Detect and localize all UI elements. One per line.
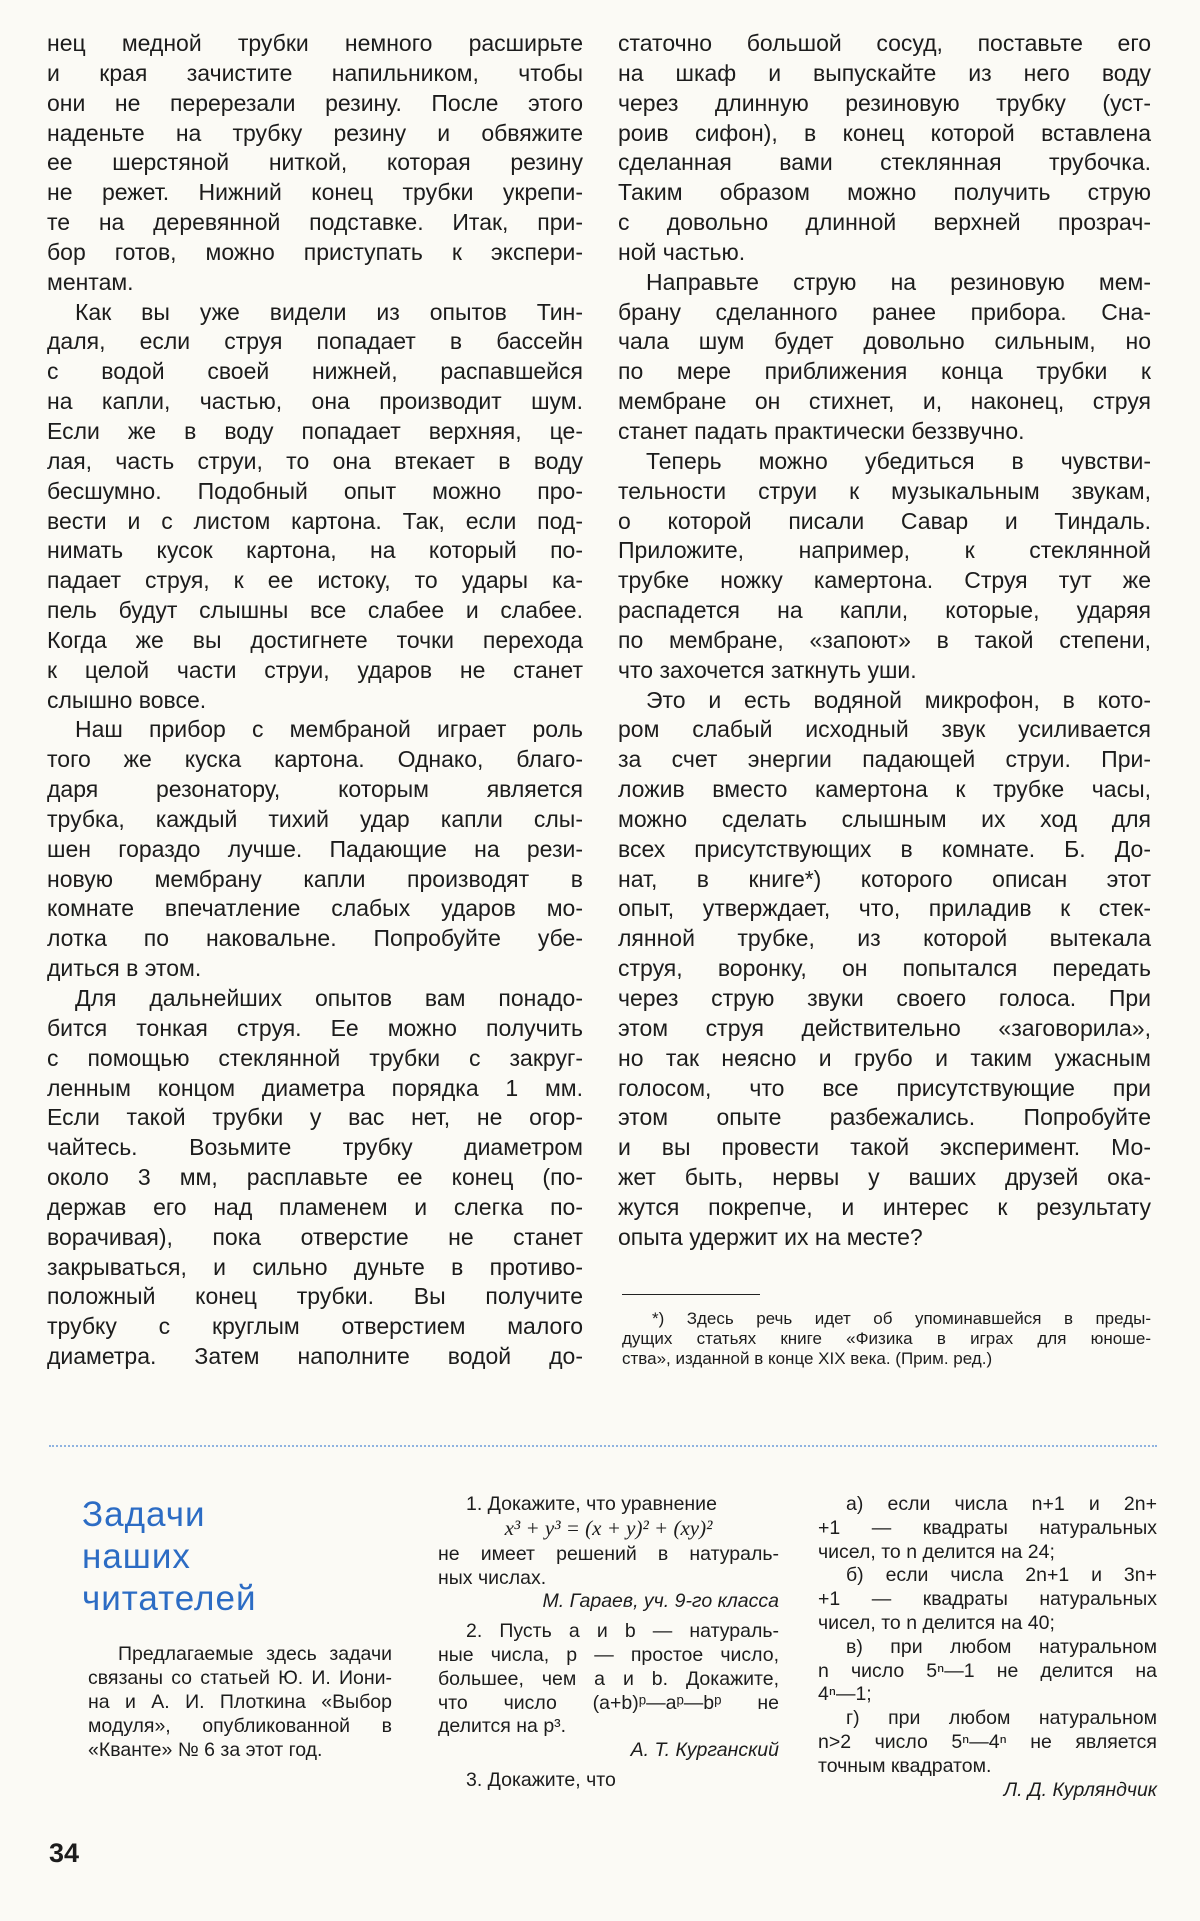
text-line: этом опыте разбежались. Попробуйте [618,1104,1151,1131]
text-line: ром слабый исходный звук усиливается [618,716,1151,743]
text-line: голосом, что все присутствующие при [618,1074,1151,1101]
text-line: за счет энергии падающей струи. При- [618,746,1151,773]
problem-line: 2. Пусть a и b — натураль- [466,1620,779,1643]
text-line: брану сделанного ранее прибора. Сна- [618,298,1151,325]
problem-line: чисел, то n делится на 40; [818,1611,1055,1634]
text-line: Таким образом можно получить струю [618,179,1151,206]
section-title [82,1494,257,1620]
problem-line: б) если числа 2n+1 и 3n+ [846,1564,1157,1587]
footnote [622,1309,1151,1369]
intro-line: «Кванте» № 6 за этот год. [88,1739,323,1761]
text-line: статочно большой сосуд, поставьте его [618,30,1151,56]
text-line: того же куска картона. Однако, благо- [47,746,583,773]
text-line: комнате впечатление слабых ударов мо- [47,895,583,922]
problem-line: точным квадратом. [818,1754,992,1777]
text-line: около 3 мм, расплавьте ее конец (по- [47,1164,583,1191]
text-line: даля, если струя попадает в бассейн [47,328,583,355]
text-line: струя, воронку, он попытался передать [618,955,1151,982]
text-line: диться в этом. [47,955,202,982]
text-line: трубке ножку камертона. Струя тут же [618,567,1151,594]
text-line: лотка по наковальне. Попробуйте убе- [47,925,583,952]
text-line: с довольно длинной верхней прозрач- [618,209,1151,236]
text-line: и вы провести такой эксперимент. Мо- [618,1134,1151,1161]
problem-line: +1 — квадраты натуральных [818,1588,1157,1611]
text-line: бится тонкая струя. Ее можно получить [47,1014,583,1041]
text-line: сделанная вами стеклянная трубочка. [618,149,1151,176]
section-divider [49,1445,1157,1447]
text-line: всех присутствующих в комнате. Б. До- [618,835,1151,862]
problem-line: чисел, то n делится на 24; [818,1540,1055,1563]
text-line: положный конец трубки. Вы получите [47,1283,583,1310]
problem-line: делится на p³. [438,1715,567,1738]
text-line: с помощью стеклянной трубки с закруг- [47,1044,583,1071]
section-intro [88,1642,392,1762]
text-line: жет быть, нервы у ваших друзей ока- [618,1164,1151,1191]
text-line: они не перерезали резину. После этого [47,89,583,116]
problem-author: Л. Д. Курляндчик [1003,1778,1157,1801]
text-line: через длинную резиновую трубку (уст- [618,89,1151,116]
text-line: к целой части струи, ударов не станет [47,656,583,683]
text-line: Направьте струю на резиновую мем- [646,268,1151,295]
text-line: те на деревянной подставке. Итак, при- [47,209,583,236]
text-line: распадется на капли, которые, ударяя [618,597,1151,624]
text-line: слышно вовсе. [47,686,207,713]
text-line: бесшумно. Подобный опыт можно про- [47,477,583,504]
text-line: пель будут слышны все слабее и слабее. [47,597,583,624]
text-line: Когда же вы достигнете точки перехода [47,626,583,653]
text-line: Если такой трубки у вас нет, не огор- [47,1104,583,1131]
text-line: наденьте на трубку резину и обвяжите [47,119,583,146]
text-line: ее шерстяной ниткой, которая резину [47,149,583,176]
text-line: роив сифон), в конец которой вставлена [618,119,1151,146]
text-line: Приложите, например, к стеклянной [618,537,1151,564]
text-line: трубка, каждый тихий удар капли слы- [47,805,583,832]
text-line: жутся покрепче, и интерес к результату [618,1193,1151,1220]
text-line: опыт, утверждает, что, приладив к стек- [618,895,1151,922]
text-line: чайтесь. Возьмите трубку диаметром [47,1134,583,1161]
text-line: нимать кусок картона, на который по- [47,537,583,564]
text-line: чала шум будет довольно сильным, но [618,328,1151,355]
problems-column-1 [438,1493,779,1793]
footnote-line: *) Здесь речь идет об упоминавшейся в преды- [652,1309,1151,1328]
problem-line: +1 — квадраты натуральных [818,1516,1157,1539]
section-title-line: Задачи [82,1495,206,1534]
footnote-line: ства», изданной в конце XIX века. (Прим. ред.) [622,1349,993,1368]
problem-line: 4ⁿ—1; [818,1683,872,1706]
problem-line: а) если числа n+1 и 2n+ [846,1493,1157,1515]
intro-line: Предлагаемые здесь задачи [118,1643,392,1665]
text-line: Наш прибор с мембраной играет роль [75,716,583,743]
text-line: Как вы уже видели из опытов Тин- [75,298,583,325]
text-line: вести и с листом картона. Так, если под- [47,507,583,534]
text-line: этом струя действительно «заговорила», [618,1014,1151,1041]
text-line: тельности струи к музыкальным звукам, [618,477,1151,504]
text-line: закрываться, и сильно дуньте в противо- [47,1253,583,1280]
text-line: ленным концом диаметра порядка 1 мм. [47,1074,583,1101]
section-title-line: наших [82,1537,191,1576]
problem-line: что число (a+b)ᵖ—aᵖ—bᵖ не [438,1691,779,1714]
intro-line: модуля», опубликованной в [88,1715,392,1737]
problem-line: n число 5ⁿ—1 не делится на [818,1659,1157,1682]
problem-author: М. Гараев, уч. 9-го класса [542,1590,779,1613]
text-line: трубку с круглым отверстием малого [47,1313,583,1340]
text-line: Если же в воду попадает верхняя, це- [47,417,583,444]
text-line: на капли, частью, она производит шум. [47,388,583,415]
text-line: нец медной трубки немного расширьте [47,30,583,56]
text-line: лая, часть струи, то она втекает в воду [47,447,583,474]
text-line: станет падать практически беззвучно. [618,417,1025,444]
text-line: ложив вместо камертона к трубке часы, [618,776,1151,803]
text-line: нат, в книге*) которого описан этот [618,865,1151,892]
problem-line: ные числа, p — простое число, [438,1643,779,1666]
text-line: диаметра. Затем наполните водой до- [47,1343,583,1370]
text-line: не режет. Нижний конец трубки укрепи- [47,179,583,206]
problem-line: 1. Докажите, что уравнение [466,1493,717,1515]
problem-line: не имеет решений в натураль- [438,1542,779,1565]
problem-line: в) при любом натуральном [846,1635,1157,1658]
problem-line: большее, чем a и b. Докажите, [438,1667,779,1690]
article-left-column [47,29,583,1372]
text-line: ворачивая), пока отверстие не станет [47,1223,583,1250]
text-line: по мере приближения конца трубки к [618,358,1151,385]
text-line: что захочется заткнуть уши. [618,656,917,683]
footnote-divider [622,1294,760,1295]
problem-line: n>2 число 5ⁿ—4ⁿ не является [818,1730,1157,1753]
text-line: лянной трубке, из которой вытекала [618,925,1151,952]
problem-line: ных числах. [438,1566,547,1589]
problems-column-2 [818,1493,1157,1808]
article-right-column [618,29,1151,1253]
text-line: ной частью. [618,238,746,265]
text-line: шен гораздо лучше. Падающие на рези- [47,835,583,862]
problem-author: А. Т. Курганский [630,1739,779,1762]
text-line: держав его над пламенем и слегка по- [47,1193,583,1220]
text-line: бор готов, можно приступать к экспери- [47,238,583,265]
text-line: на шкаф и выпускайте из него воду [618,59,1151,86]
text-line: Это и есть водяной микрофон, в кото- [646,686,1151,713]
text-line: Теперь можно убедиться в чувстви- [646,447,1151,474]
text-line: и края зачистите напильником, чтобы [47,59,583,86]
page-number: 34 [49,1838,80,1868]
text-line: можно сделать слышным их ход для [618,805,1151,832]
text-line: новую мембрану капли производят в [47,865,583,892]
text-line: мембране он стихнет, и, наконец, струя [618,388,1151,415]
problem-line: г) при любом натуральном [846,1707,1157,1730]
text-line: по мембране, «запоют» в такой степени, [618,626,1151,653]
text-line: но так неясно и грубо и таким ужасным [618,1044,1151,1071]
intro-line: на и А. И. Плоткина «Выбор [88,1691,392,1713]
text-line: через струю звуки своего голоса. При [618,985,1151,1011]
text-line: Для дальнейших опытов вам понадо- [75,985,583,1011]
section-title-line: читателей [82,1579,257,1618]
problem-line: 3. Докажите, что [466,1768,616,1791]
text-line: о которой писали Савар и Тиндаль. [618,507,1151,534]
text-line: ментам. [47,268,134,295]
text-line: опыта удержит их на месте? [618,1223,923,1250]
problem-line: x³ + y³ = (x + y)² + (xy)² [504,1515,713,1540]
text-line: даря резонатору, которым является [47,776,583,803]
footnote-line: дущих статьях книге «Физика в играх для юноше- [622,1329,1151,1348]
text-line: с водой своей нижней, распавшейся [47,358,583,385]
intro-line: связаны со статьей Ю. И. Иони- [88,1667,392,1689]
text-line: падает струя, к ее истоку, то удары ка- [47,567,583,594]
